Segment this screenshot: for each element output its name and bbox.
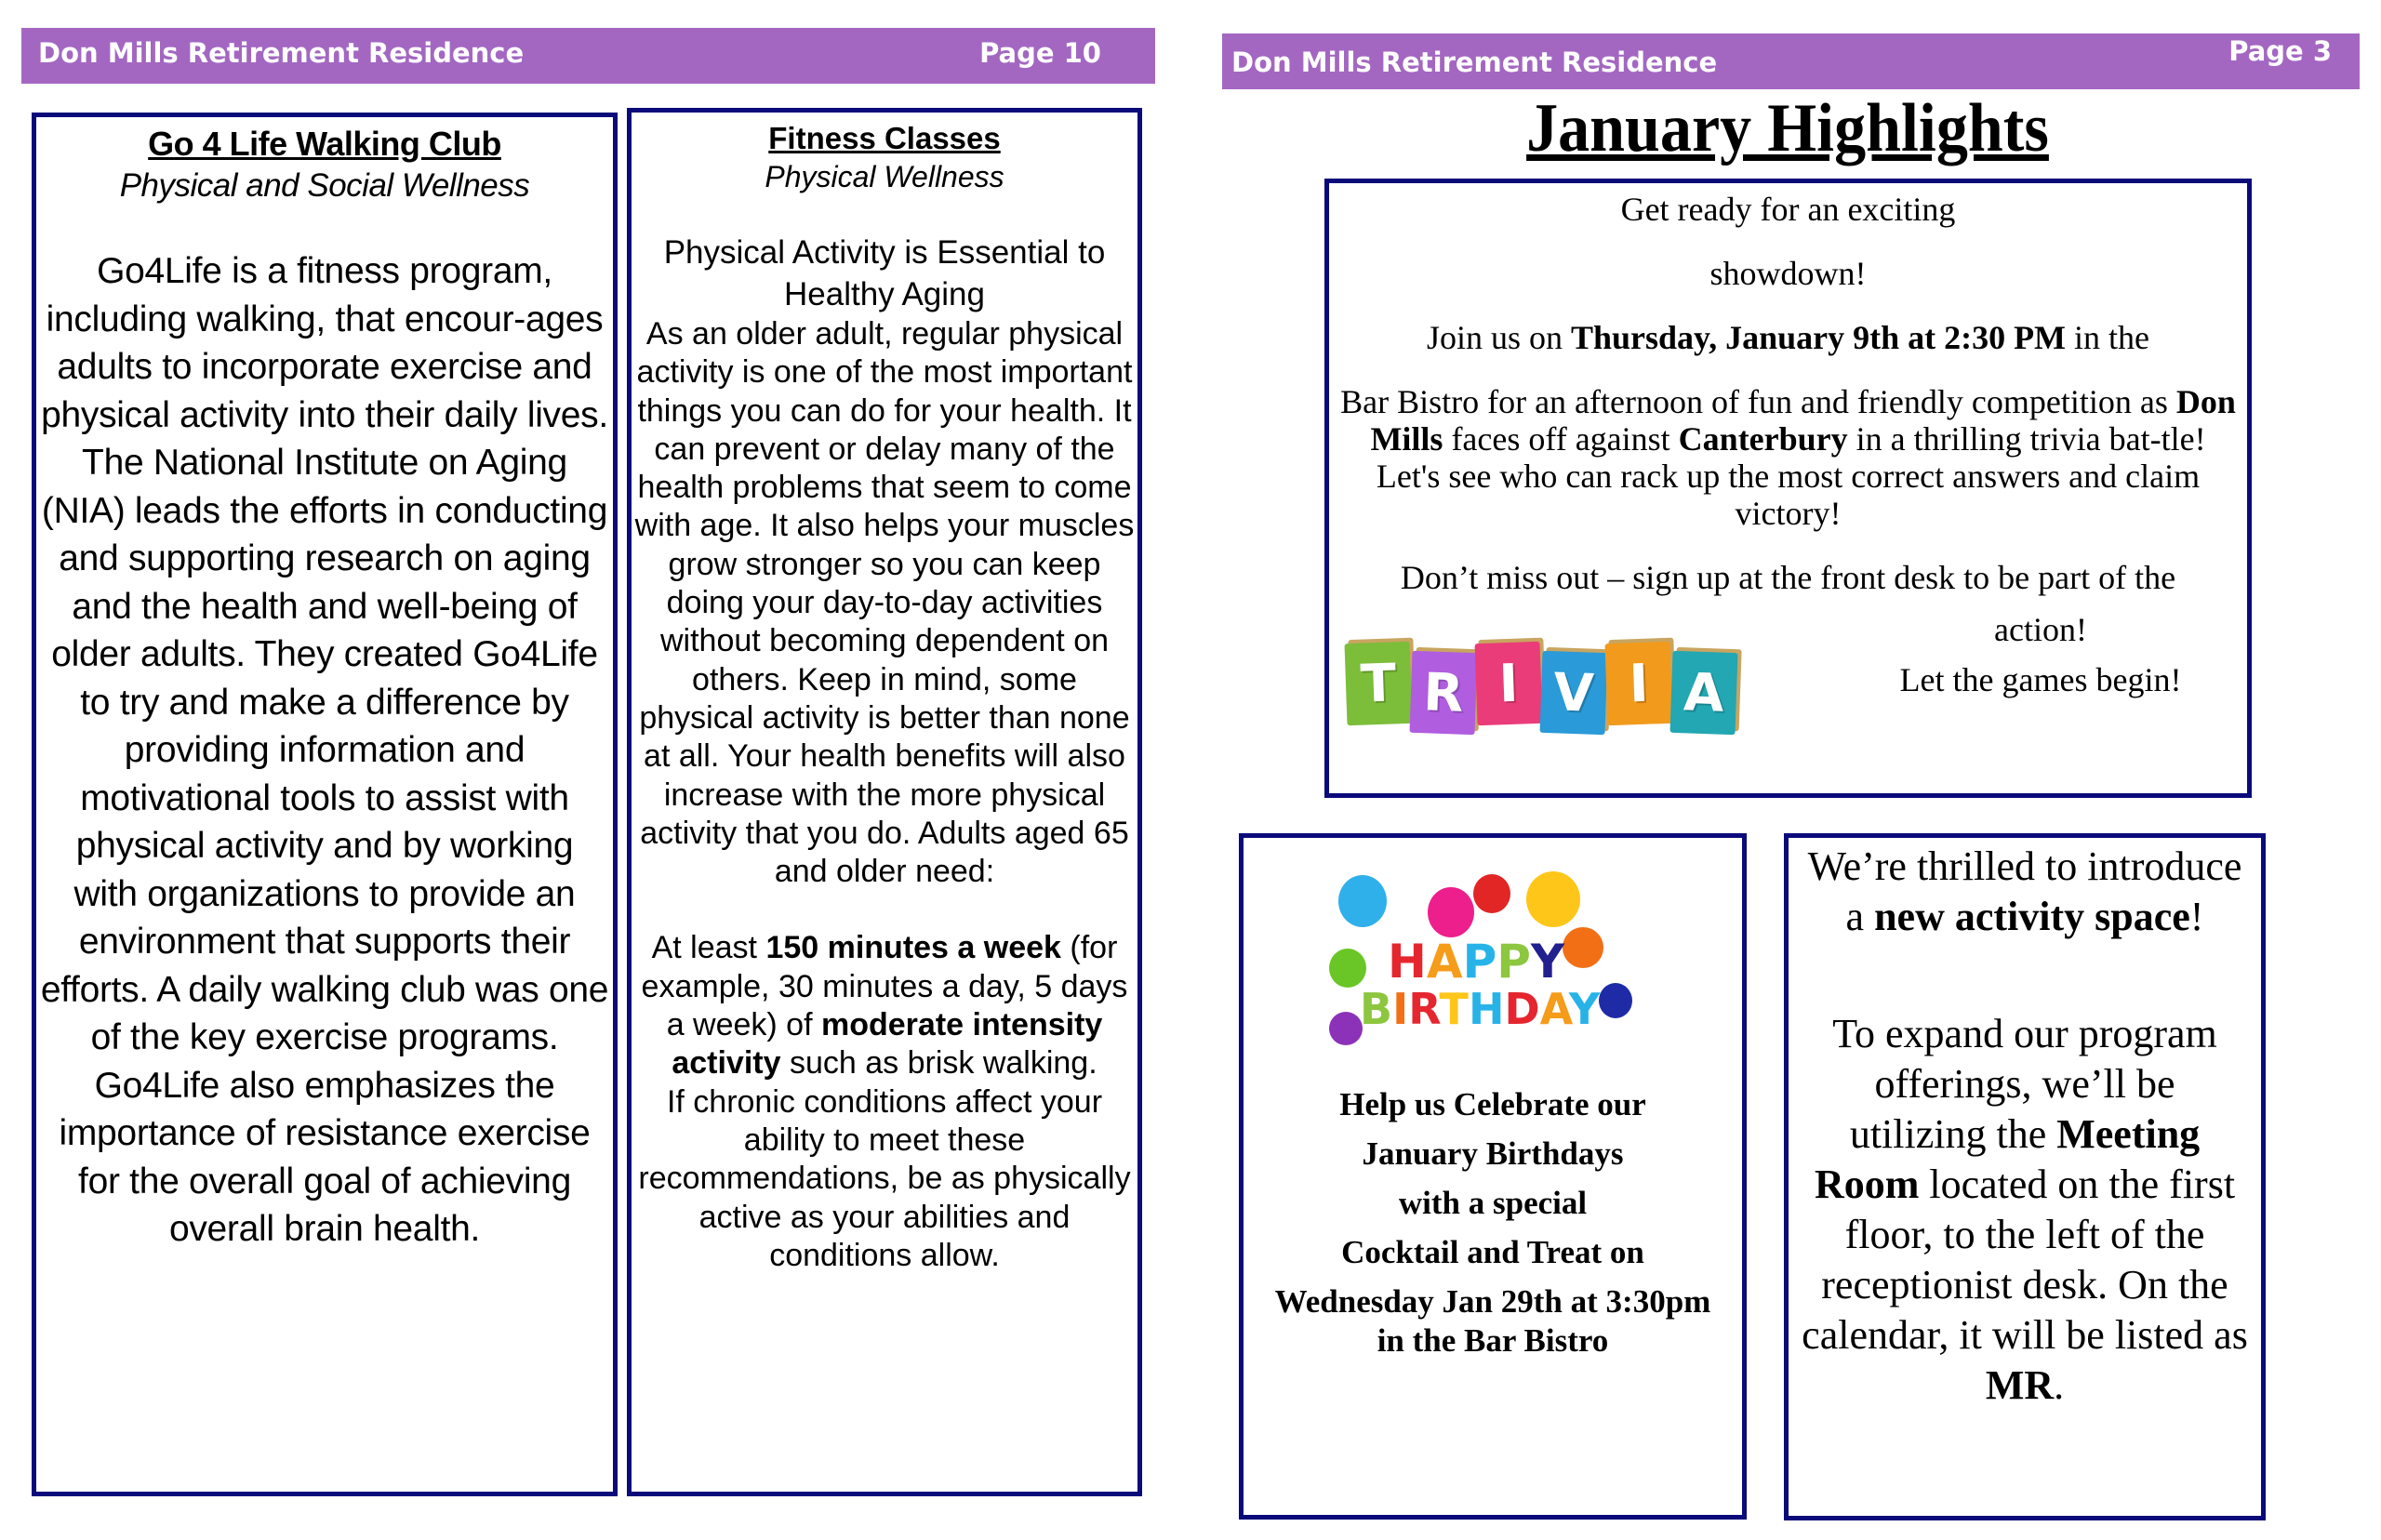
rec-suffix: such as brisk walking. [780,1045,1097,1082]
trivia-image [1346,639,1755,741]
birthday-text: BIRTHDAY [1360,984,1601,1034]
birthday-line: January Birthdays [1362,1135,1624,1172]
trivia-action: action! [1994,611,2087,648]
details-a: To expand our program offerings, we’ll be utilizing the [1832,1011,2217,1157]
trivia-tile: I [1474,642,1542,725]
desc-b: faces off against [1443,420,1679,458]
mr-abbrev: MR [1985,1362,2055,1408]
residence-name: Don Mills Retirement Residence [1231,46,1718,78]
birthday-line: in the Bar Bistro [1377,1322,1609,1359]
fitness-classes-box [627,108,1142,1496]
fitness-lead: Physical Activity is Essential to Healthy Aging [663,234,1106,312]
fitness-classes-subtitle: Physical Wellness [765,160,1004,193]
trivia-box [1324,179,2252,798]
birthday-box [1239,833,1747,1520]
intro-a: We’re thrilled to introduce a [1807,843,2242,939]
page-header-right [1222,33,2360,89]
walking-club-box [32,113,618,1496]
join-suffix: in the [2066,319,2150,356]
details-b: located on the first floor, to the left of the receptionist desk. On the calendar, it will be listed as [1802,1162,2248,1358]
trivia-tile: V [1539,651,1607,735]
birthday-line: Wednesday Jan 29th at 3:30pm [1274,1283,1711,1320]
trivia-tile: T [1344,642,1412,725]
rec-bold-intensity: moderate intensity activity [672,1007,1103,1082]
birthday-line: Cocktail and Treat on [1341,1234,1644,1270]
fitness-recommendation [632,929,1137,1082]
new-activity-space: new activity space [1874,894,2190,939]
trivia-line2: showdown! [1709,255,1867,292]
trivia-tile: A [1669,651,1737,735]
january-highlights-title: January Highlights [1526,90,2049,166]
page-header-left [21,28,1155,84]
activity-intro [1789,842,2261,942]
event-datetime: Thursday, January 9th at 2:30 PM [1570,319,2067,356]
trivia-begin: Let the games begin! [1899,661,2182,698]
rec-mid: (for example, 30 minutes a day, 5 days a week) of [641,930,1128,1043]
birthday-line: with a special [1398,1185,1588,1221]
join-prefix: Join us on [1426,319,1571,356]
desc-a: Bar Bistro for an afternoon of fun and friendly competition as [1340,383,2176,420]
activity-details [1789,1009,2261,1411]
happy-text: HAPPY [1388,935,1565,989]
trivia-tile: R [1409,651,1477,735]
page-number: Page 10 [979,37,1101,69]
walking-club-subtitle: Physical and Social Wellness [119,167,530,204]
walking-club-title: Go 4 Life Walking Club [148,125,501,163]
desc-c: in a thrilling trivia bat-tle! Let's see who can rack up the most correct answers and claim victory! [1376,420,2206,532]
page-number: Page 3 [2228,35,2332,67]
rec-bold-duration: 150 minutes a week [765,930,1061,966]
walking-club-body: Go4Life is a fitness program, including walking, that encour-ages adults to incorporate exercise and physical activity into their daily lives. The National Institute on Aging (NIA) leads the efforts in conducting and supporting research on aging and the health and well-being of older adults. They created Go4Life to try and make a difference by providing information and motivational tools to assist with physical activity and by working with organizations to provide an environment that supports their efforts. A daily walking club was one of the key exercise programs. Go4Life also emphasizes the importance of resistance exercise for the overall goal of achieving overall brain health. [40,251,609,1249]
trivia-line1: Get ready for an exciting [1620,191,1956,228]
birthday-line: Help us Celebrate our [1339,1086,1646,1122]
birthday-message [1244,1080,1742,1361]
rec-prefix: At least [651,930,766,966]
trivia-join [1329,319,2247,356]
fitness-body: As an older adult, regular physical activity is one of the most important things you can do for your health. It can prevent or delay many of the health problems that seem to come with age. It also helps your muscles grow stronger so you can keep doing your day-to-day activities without becoming dependent on others. Keep in mind, some physical activity is better than none at all. Your health benefits will also increase with the more physical activity that you do. Adults aged 65 and older need: [634,316,1135,890]
happy-birthday-image [1244,838,1742,1061]
trivia-description [1329,383,2247,532]
team-canterbury: Canterbury [1678,420,1848,458]
intro-c: ! [2189,894,2204,939]
details-c: . [2054,1362,2065,1408]
activity-space-box [1784,833,2266,1520]
fitness-classes-title: Fitness Classes [768,121,1001,155]
fitness-closing: If chronic conditions affect your ability to meet these recommendations, be as physically active as your abilities and conditions allow. [638,1083,1131,1273]
residence-name: Don Mills Retirement Residence [38,37,525,69]
team-don-mills: Don Mills [1370,383,2236,458]
meeting-room: Meeting Room [1814,1111,2201,1207]
trivia-tile: I [1604,642,1672,725]
trivia-signup: Don’t miss out – sign up at the front desk to be part of the [1400,559,2176,596]
